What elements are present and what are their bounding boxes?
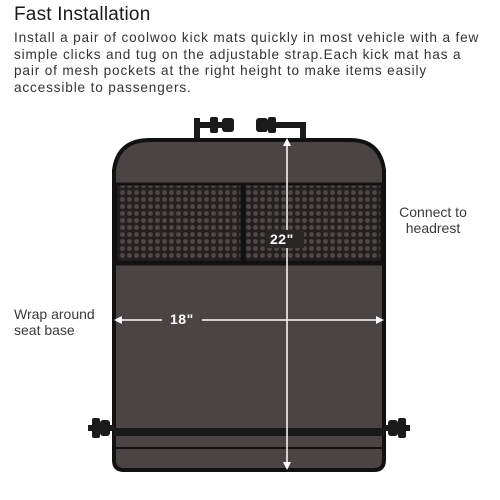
page-title: Fast Installation [14,4,151,25]
height-label: 22" [270,231,294,247]
headrest-callout-line1: Connect to [399,204,467,220]
headrest-callout-line2: headrest [405,220,461,236]
mesh-pocket-right [244,184,382,262]
product-description: Install a pair of coolwoo kick mats quickly in most vehicle with a few simple clicks and tug on the adjustable strap.Each kick mat has a pair of mesh pockets at the right height to make items easily accessible to passengers. [14,30,480,95]
headrest-callout [392,204,474,236]
seat-callout [14,306,104,338]
bottom-buckle-left [88,418,114,438]
seat-callout-line1: Wrap around [14,306,95,322]
bottom-buckle-right [384,418,410,438]
width-label: 18" [170,311,194,327]
seat-callout-line2: seat base [14,322,75,338]
mesh-pocket-left [116,184,242,262]
